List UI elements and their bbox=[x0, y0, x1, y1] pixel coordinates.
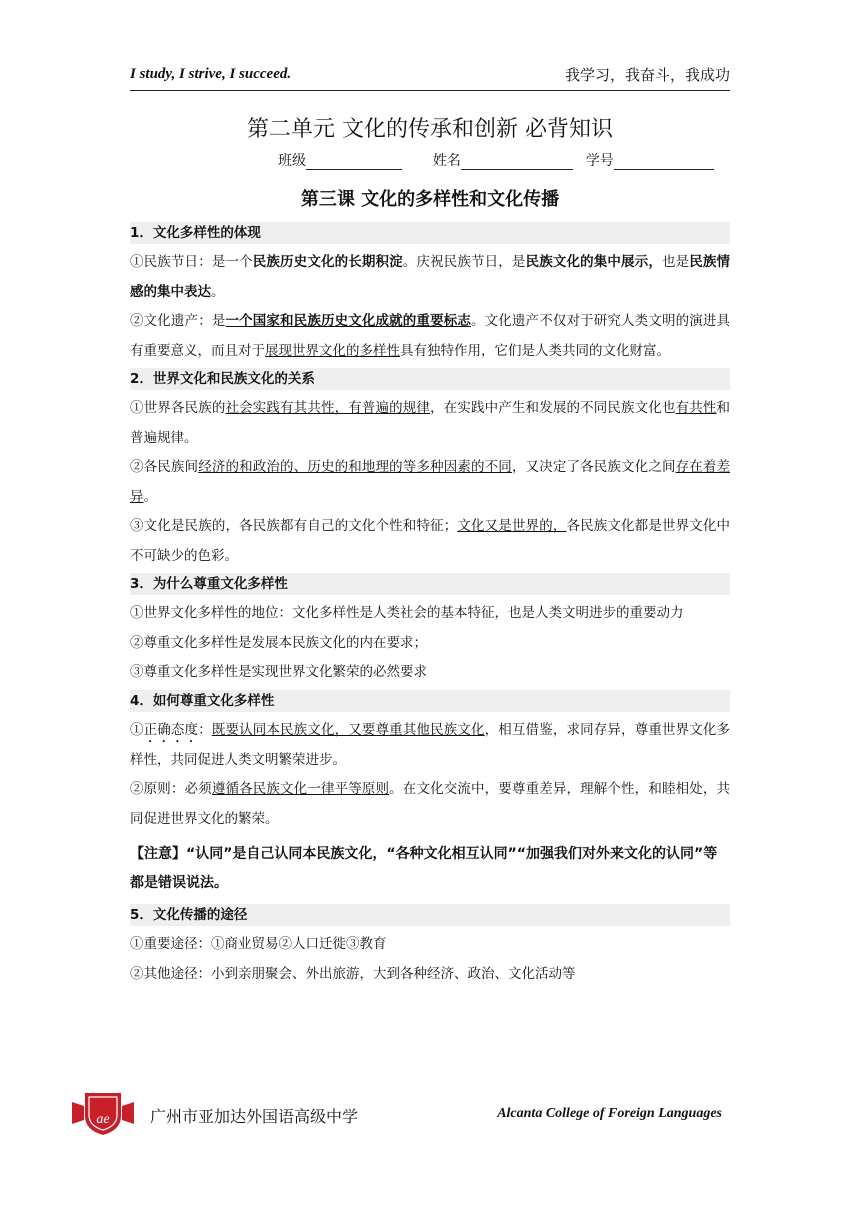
page-header bbox=[130, 66, 730, 91]
name-blank bbox=[461, 155, 573, 170]
paragraph: ①世界文化多样性的地位：文化多样性是人类社会的基本特征，也是人类文明进步的重要动力 bbox=[130, 605, 684, 621]
name-label: 姓名 bbox=[432, 153, 461, 169]
paragraph: ③尊重文化多样性是实现世界文化繁荣的必然要求 bbox=[130, 664, 427, 680]
content bbox=[130, 220, 730, 989]
page-title: 第二单元 文化的传承和创新 必背知识 bbox=[247, 117, 613, 142]
header-motto-chinese: 我学习，我奋斗，我成功 bbox=[564, 66, 730, 84]
school-name-english: Alcanta College of Foreign Languages bbox=[497, 1106, 722, 1121]
paragraph: ③文化是民族的，各民族都有自己的文化个性和特征；文化又是世界的，各民族文化都是世界文化中不可缺少的色彩。 bbox=[130, 518, 731, 564]
section-heading: 5．文化传播的途径 bbox=[130, 904, 730, 926]
lesson-title: 第三课 文化的多样性和文化传播 bbox=[300, 189, 560, 210]
paragraph: ①重要途径：①商业贸易②人口迁徙③教育 bbox=[130, 936, 387, 952]
paragraph: ②其他途径：小到亲朋聚会、外出旅游，大到各种经济、政治、文化活动等 bbox=[130, 965, 576, 982]
student-info bbox=[278, 150, 714, 170]
section-heading: 2．世界文化和民族文化的关系 bbox=[130, 368, 730, 390]
paragraph: ②尊重文化多样性是发展本民族文化的内在要求； bbox=[130, 634, 427, 651]
paragraph: ①正确态度：既要认同本民族文化，又要尊重其他民族文化，相互借鉴，求同存异，尊重世界文化多样性，共同促进人类文明繁荣进步。 bbox=[130, 721, 731, 768]
section-heading: 1．文化多样性的体现 bbox=[130, 222, 730, 244]
section-heading: 4．如何尊重文化多样性 bbox=[130, 690, 730, 712]
paragraph: ②各民族间经济的和政治的、历史的和地理的等多种因素的不同，又决定了各民族文化之间存在着差异。 bbox=[130, 459, 731, 505]
paragraph: ②原则：必须遵循各民族文化一律平等原则。在文化交流中，要尊重差异，理解个性，和睦相处，共同促进世界文化的繁荣。 bbox=[130, 781, 731, 827]
header-motto-english: I study, I strive, I succeed. bbox=[130, 66, 292, 82]
paragraph: ①世界各民族的社会实践有其共性，有普遍的规律，在实践中产生和发展的不同民族文化也有共性和普遍规律。 bbox=[130, 400, 731, 446]
school-logo bbox=[70, 1090, 136, 1136]
note: 【注意】“认同”是自己认同本民族文化，“各种文化相互认同”“加强我们对外来文化的认同”等都是错误说法。 bbox=[130, 846, 718, 891]
id-label: 学号 bbox=[585, 153, 614, 169]
page-footer bbox=[70, 1090, 730, 1140]
svg-text:ae: ae bbox=[96, 1112, 110, 1127]
section-heading: 3．为什么尊重文化多样性 bbox=[130, 573, 730, 595]
paragraph: ①民族节日：是一个民族历史文化的长期积淀。庆祝民族节日，是民族文化的集中展示，也是民族情感的集中表达。 bbox=[130, 254, 731, 300]
school-name: 广州市亚加达外国语高级中学 bbox=[150, 1107, 359, 1126]
paragraph: ②文化遗产：是一个国家和民族历史文化成就的重要标志。文化遗产不仅对于研究人类文明的演进具有重要意义，而且对于展现世界文化的多样性具有独特作用，它们是人类共同的文化财富。 bbox=[130, 313, 731, 359]
class-blank bbox=[306, 155, 402, 170]
id-blank bbox=[614, 155, 714, 170]
class-label: 班级 bbox=[278, 153, 306, 169]
